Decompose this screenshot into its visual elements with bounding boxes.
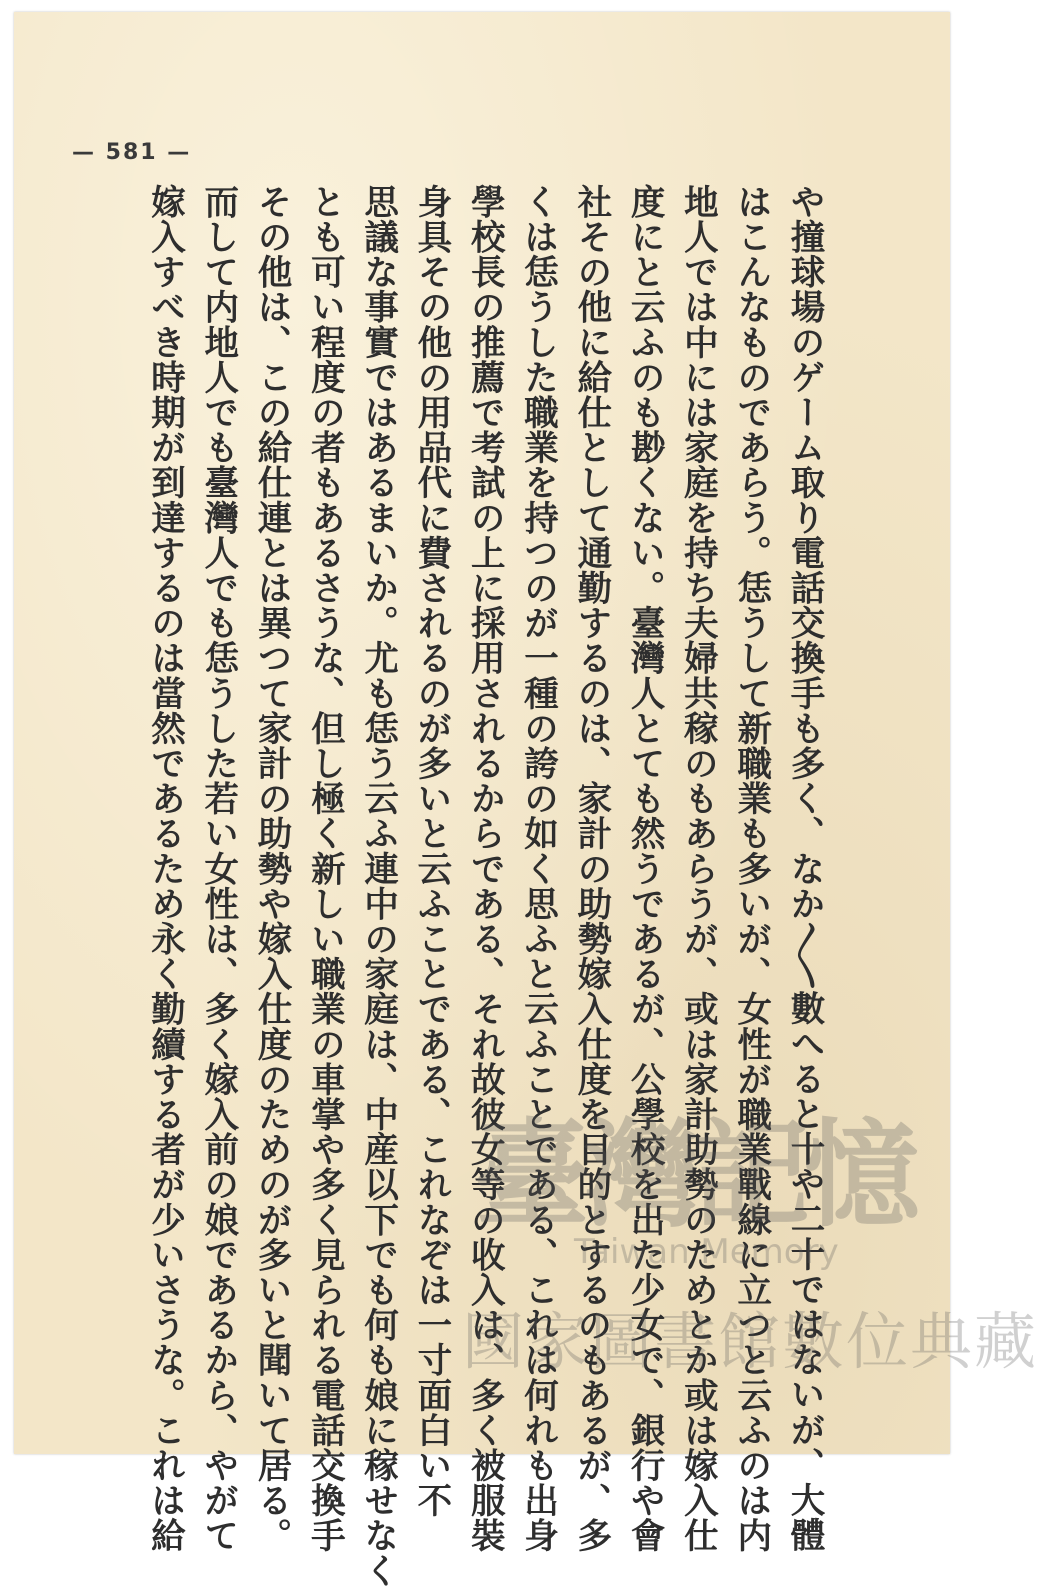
text-line-6: くは恁うした職業を持つのが一種の誇の如く思ふと云ふことである、これは何れも出身 [517, 184, 558, 1553]
text-line-9: 思議な事實ではあるまいか。尤も恁う云ふ連中の家庭は、中産以下でも何も娘に稼せなく [357, 184, 398, 1588]
body-text [137, 184, 830, 1588]
text-line-2: はこんなものであらう。恁うして新職業も多いが、女性が職業戰線に立つと云ふのは内 [730, 184, 771, 1553]
text-line-3: 地人では中には家庭を持ち夫婦共稼のもあらうが、或は家計助勢のためとか或は嫁入仕 [677, 184, 718, 1553]
page-number: — 581 — [72, 140, 192, 165]
text-line-5: 社その他に給仕として通勤するのは、家計の助勢嫁入仕度を目的とするのもあるが、多 [570, 184, 611, 1553]
text-line-10: とも可い程度の者もあるさうな、但し極く新しい職業の車掌や多く見られる電話交換手 [304, 184, 345, 1553]
watermark-latin: Taiwan Memory [574, 1232, 839, 1272]
text-line-12: 而して内地人でも臺灣人でも恁うした若い女性は、多く嫁入前の娘であるから、やがて [197, 184, 238, 1553]
text-line-1: や撞球場のゲーム取り電話交換手も多く、なか〳〵數へると十や二十ではないが、大體 [784, 184, 824, 1553]
text-line-7: 學校長の推薦で考試の上に採用されるからである、それ故彼女等の收入は、多く被服裝 [464, 184, 505, 1553]
watermark-chars: 臺灣記憶 [474, 1107, 914, 1243]
text-line-4: 度にと云ふのも尠くない。臺灣人とても然うであるが、公學校を出た少女で、銀行や會 [624, 184, 665, 1553]
watermark-subtitle: 國家圖書館數位典藏 [462, 1305, 1038, 1378]
text-line-11: その他は、この給仕連とは異つて家計の助勢や嫁入仕度のためのが多いと聞いて居る。 [251, 184, 292, 1553]
text-line-13: 嫁入すべき時期が到達するのは當然であるため永く勤續する者が少いさうな。これは給 [144, 184, 185, 1553]
text-line-8: 身具その他の用品代に費されるのが多いと云ふことである、これなぞは一寸面白い不 [410, 184, 451, 1518]
document-page [14, 12, 1038, 1588]
